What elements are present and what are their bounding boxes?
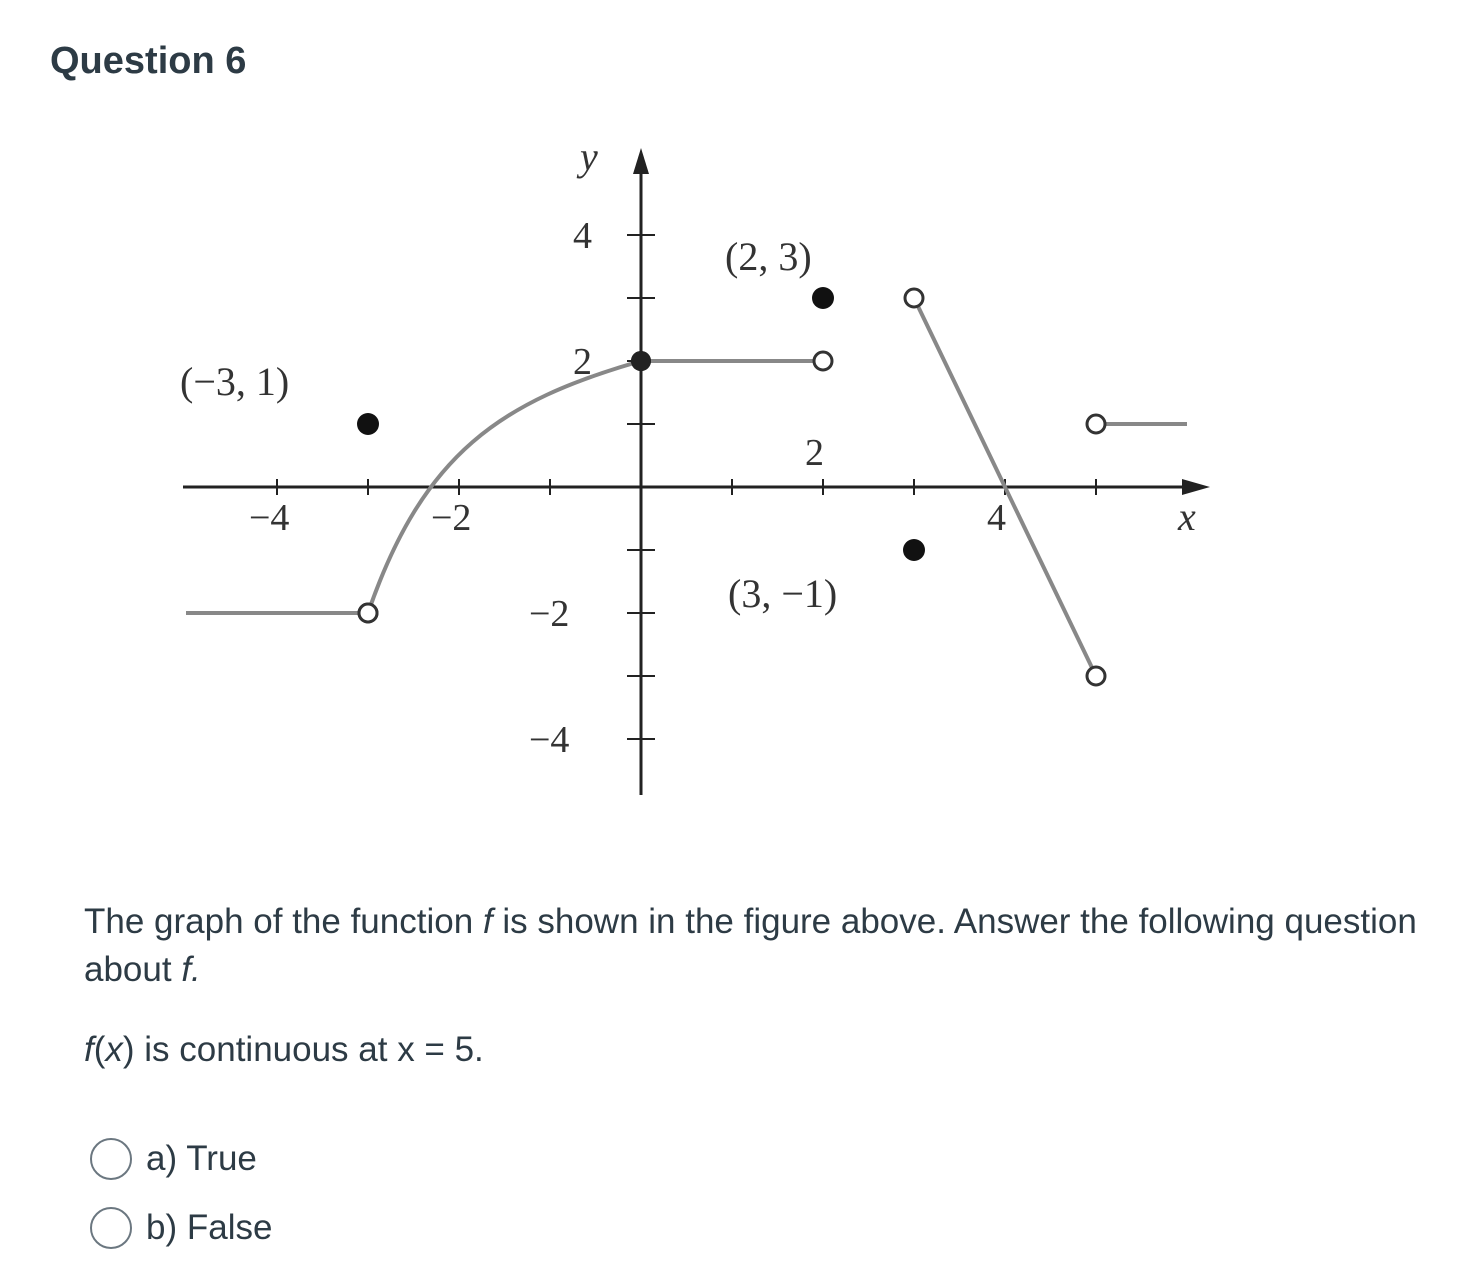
open-endpoint <box>814 352 832 370</box>
statement-x: x <box>105 1030 123 1069</box>
y-axis-label: y <box>580 134 598 179</box>
y-tick-label: −2 <box>529 593 570 635</box>
stem-text-2: is shown in the figure above. Answer the following question about <box>84 902 1417 989</box>
x-axis-arrow <box>1182 479 1210 495</box>
answer-label-false: b) False <box>146 1208 273 1247</box>
isolated-point <box>357 413 379 435</box>
open-endpoint <box>1087 667 1105 685</box>
statement-f: f <box>84 1030 94 1069</box>
y-tick-label: −4 <box>529 719 570 761</box>
point-label-3-neg1: (3, −1) <box>728 571 838 616</box>
point-label-2-3: (2, 3) <box>725 234 812 279</box>
x-axis-label: x <box>1178 494 1196 539</box>
answer-option-true[interactable] <box>90 1134 272 1184</box>
y-tick-label: 2 <box>573 341 592 383</box>
x-tick-label: −2 <box>431 497 472 539</box>
isolated-point <box>903 539 925 561</box>
y-tick-label: 4 <box>573 215 592 257</box>
answer-option-false[interactable] <box>90 1203 272 1253</box>
answer-label-true: a) True <box>146 1139 257 1178</box>
y-axis-arrow <box>633 148 649 174</box>
open-endpoint <box>905 289 923 307</box>
x-tick-label: 2 <box>805 432 824 474</box>
stem-function-f: f <box>482 902 493 941</box>
question-title: Question 6 <box>50 40 247 82</box>
radio-false[interactable] <box>90 1207 132 1249</box>
isolated-point <box>812 287 834 309</box>
stem-function-f2: f. <box>181 950 201 989</box>
statement-rest: ) is continuous at x = 5. <box>122 1030 484 1069</box>
point-label-neg3-1: (−3, 1) <box>180 359 290 404</box>
open-endpoint <box>359 604 377 622</box>
closed-endpoint <box>631 351 651 371</box>
x-tick-label: 4 <box>987 497 1006 539</box>
stem-text-1: The graph of the function <box>84 902 483 941</box>
question-statement <box>84 1030 484 1070</box>
open-endpoint <box>1087 415 1105 433</box>
question-stem <box>84 898 1424 994</box>
answer-choices <box>90 1134 272 1272</box>
statement-open-paren: ( <box>93 1030 106 1069</box>
radio-true[interactable] <box>90 1138 132 1180</box>
x-tick-label: −4 <box>249 497 290 539</box>
